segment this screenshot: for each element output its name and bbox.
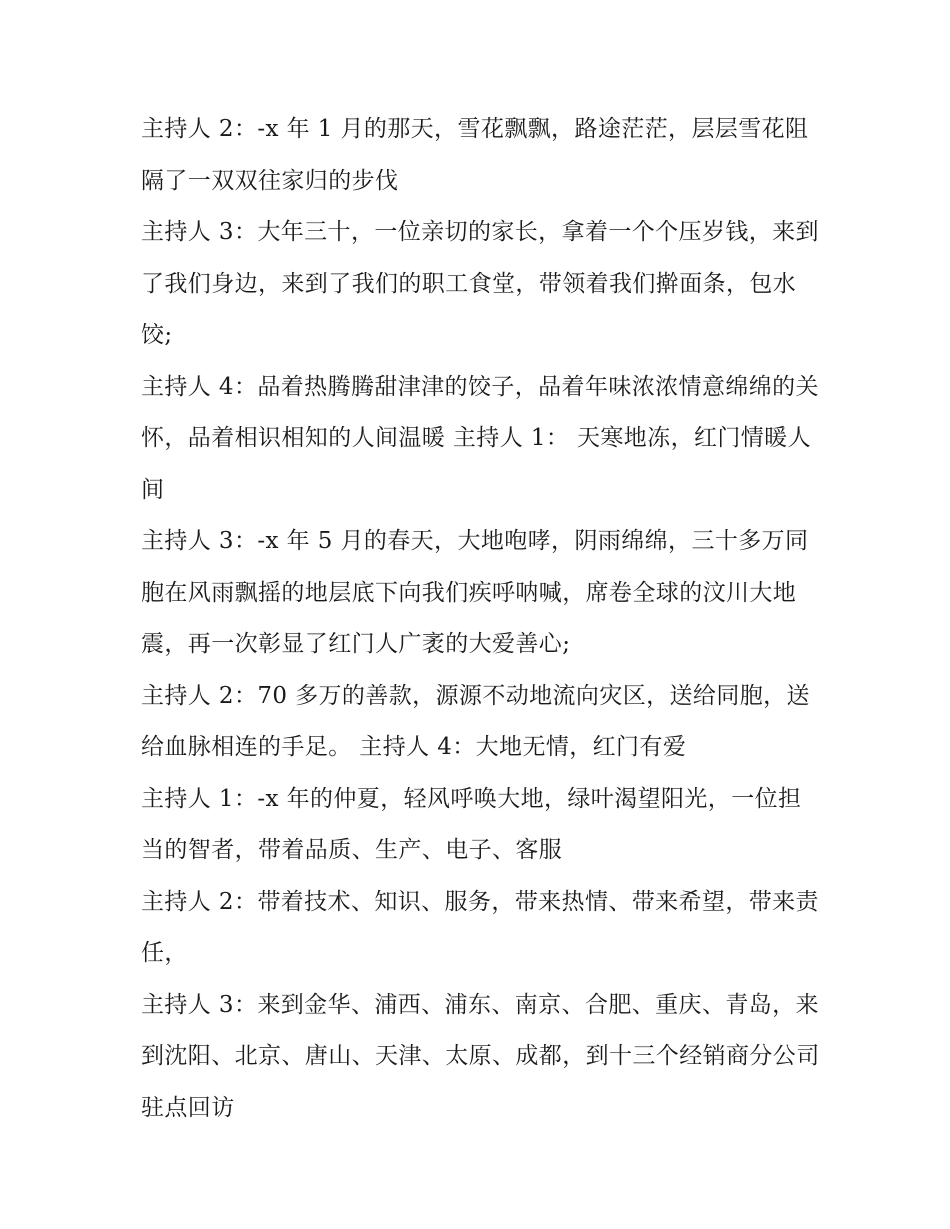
paragraph-host-2-snow: 主持人 2：-x 年 1 月的那天，雪花飘飘，路途茫茫，层层雪花阻隔了一双双往家归的步伐 [141, 116, 809, 194]
paragraph-host-3-cities: 主持人 3：来到金华、浦西、浦东、南京、合肥、重庆、青岛，来到沈阳、北京、唐山、天津、太原、成都，到十三个经销商分公司驻点回访 [141, 991, 820, 1121]
paragraph-host-2-technology: 主持人 2：带着技术、知识、服务，带来热情、带来希望，带来责任， [141, 888, 819, 966]
document-body [141, 104, 821, 1134]
paragraph-host-4-dumplings: 主持人 4：品着热腾腾甜津津的饺子，品着年味浓浓情意绵绵的关怀，品着相识相知的人间温暖 主持人 1： 天寒地冻，红门情暖人间 [141, 373, 819, 503]
paragraph-host-2-donations: 主持人 2：70 多万的善款，源源不动地流向灾区，送给同胞，送给血脉相连的手足。 主持人 4：大地无情，红门有爱 [141, 682, 810, 760]
paragraph-host-3-new-year-eve: 主持人 3：大年三十，一位亲切的家长，拿着一个个压岁钱，来到了我们身边，来到了我们的职工食堂，带领着我们擀面条，包水饺; [141, 219, 819, 348]
paragraph-host-3-earthquake: 主持人 3：-x 年 5 月的春天，大地咆哮，阴雨绵绵，三十多万同胞在风雨飘摇的地层底下向我们疾呼呐喊，席卷全球的汶川大地震，再一次彰显了红门人广袤的大爱善心; [141, 528, 809, 657]
paragraph-host-1-midsummer: 主持人 1：-x 年的仲夏，轻风呼唤大地，绿叶渴望阳光，一位担当的智者，带着品质、生产、电子、客服 [141, 785, 802, 863]
